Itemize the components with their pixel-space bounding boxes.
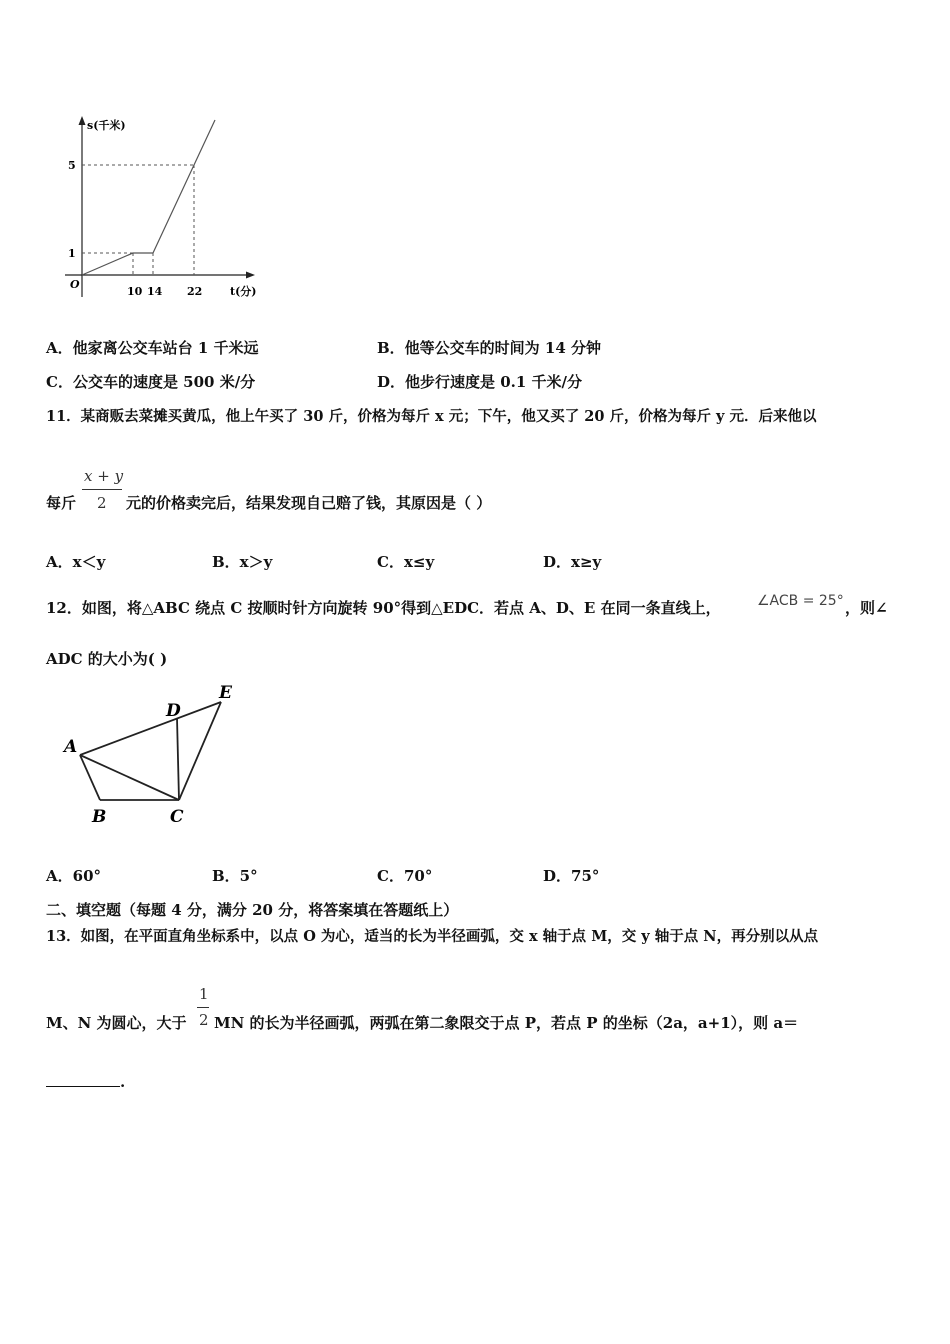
q13-after-frac: MN 的长为半径画弧，两弧在第二象限交于点 P，若点 P 的坐标（2a，a+1），则 a＝ [214,1014,799,1032]
q12-line1-end: ，则∠ [845,599,888,617]
q12-line1: 12．如图，将△ABC 绕点 C 按顺时针方向旋转 90°得到△EDC．若点 A、D、E 在同一条直线上， [46,599,721,617]
segment-ec [179,702,221,800]
q13-frac-denominator: 2 [199,1011,209,1029]
q12-option-a: A．60° [46,867,102,885]
q12-option-c: C．70° [377,867,433,885]
y-axis-label: s(千米) [87,119,126,132]
q12-angle-expression: ∠ACB = 25° [757,593,844,609]
origin-label: O [70,278,80,291]
point-c-label: C [170,807,184,827]
q13-answer-blank [46,1086,120,1087]
x-axis-arrow [246,272,255,279]
section2-title: 二、填空题（每题 4 分，满分 20 分，将答案填在答题纸上） [46,901,459,919]
q11-frac-denominator: 2 [97,494,107,512]
graph-line [82,120,215,275]
q11-frac-numerator: x + y [84,467,124,485]
q13-line1: 13．如图，在平面直角坐标系中，以点 O 为心，适当的长为半径画弧，交 x 轴于点 M，交 y 轴于点 N，再分别以从点 [46,928,819,945]
segment-dc [177,718,179,800]
point-a-label: A [64,737,78,757]
q12-option-b: B．5° [212,867,258,885]
q11-frac-bar [82,489,122,490]
x-tick-14: 14 [147,285,163,298]
q12-line2: ADC 的大小为( ) [46,650,168,668]
q11-line1: 11．某商贩去菜摊买黄瓜，他上午买了 30 斤，价格为每斤 x 元；下午，他又买了 20 斤，价格为每斤 y 元．后来他以 [46,408,817,425]
q12-option-d: D．75° [543,867,600,885]
segment-ac [80,755,179,800]
q11-option-b: B．x＞y [212,553,273,571]
point-e-label: E [219,683,232,703]
distance-time-graph [55,112,275,307]
triangle-rotation-figure [58,680,248,830]
point-d-label: D [166,701,181,721]
q10-option-c: C．公交车的速度是 500 米/分 [46,373,256,391]
q11-option-a: A．x＜y [46,553,106,571]
q10-option-a: A．他家离公交车站台 1 千米远 [46,339,259,357]
q13-frac-bar [197,1007,209,1008]
q13-end-period: . [120,1073,126,1091]
q10-option-d: D．他步行速度是 0.1 千米/分 [377,373,583,391]
x-tick-10: 10 [127,285,143,298]
q11-after-frac: 元的价格卖完后，结果发现自己赔了钱，其原因是（ ） [126,494,492,512]
y-axis-arrow [79,116,86,125]
q13-frac-numerator: 1 [199,985,209,1003]
q13-before-frac: M、N 为圆心，大于 [46,1014,187,1032]
x-tick-22: 22 [187,285,203,298]
q10-option-b: B．他等公交车的时间为 14 分钟 [377,339,601,357]
q11-option-c: C．x≤y [377,553,435,571]
y-tick-5: 5 [68,159,76,172]
segment-ae [80,702,221,755]
point-b-label: B [92,807,107,827]
x-axis-label: t(分) [230,285,257,298]
q11-before-frac: 每斤 [46,494,77,512]
y-tick-1: 1 [68,247,76,260]
q11-option-d: D．x≥y [543,553,602,571]
